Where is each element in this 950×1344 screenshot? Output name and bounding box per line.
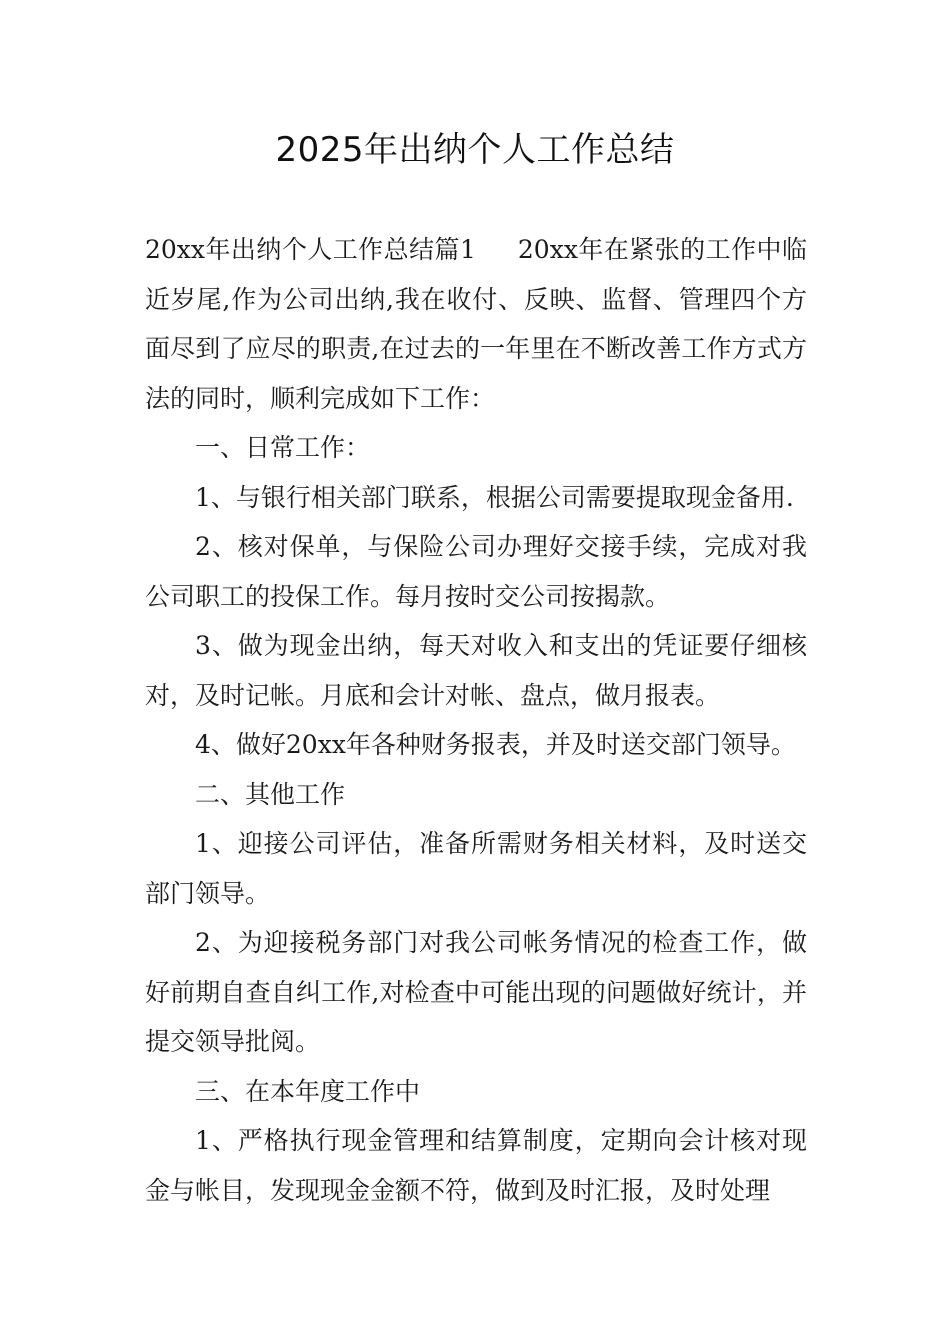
paragraph-2-2: 2、为迎接税务部门对我公司帐务情况的检查工作，做好前期自查自纠工作,对检查中可能出现的问题做好统计，并提交领导批阅。 xyxy=(145,928,807,1056)
section-heading-1: 一、日常工作： xyxy=(195,433,371,462)
document-body xyxy=(145,225,807,1215)
paragraph-1-1: 1、与银行相关部门联系，根据公司需要提取现金备用. xyxy=(195,482,794,512)
paragraph-3-1: 1、严格执行现金管理和结算制度，定期向会计核对现金与帐目，发现现金金额不符，做到及时汇报，及时处理 xyxy=(145,1126,807,1205)
paragraph-1-4: 4、做好20xx年各种财务报表，并及时送交部门领导。 xyxy=(195,730,796,759)
intro-heading: 20xx年出纳个人工作总结篇1 xyxy=(145,235,476,264)
paragraph-2-1: 1、迎接公司评估，准备所需财务相关材料，及时送交部门领导。 xyxy=(145,829,807,908)
section-heading-3: 三、在本年度工作中 xyxy=(195,1076,421,1106)
intro-paragraph xyxy=(145,225,807,423)
document-title: 2025年出纳个人工作总结 xyxy=(275,130,675,170)
paragraph-1-3: 3、做为现金出纳，每天对收入和支出的凭证要仔细核对，及时记帐。月底和会计对帐、盘点，做月报表。 xyxy=(145,631,807,710)
paragraph-1-2: 2、核对保单，与保险公司办理好交接手续，完成对我公司职工的投保工作。每月按时交公司按揭款。 xyxy=(145,532,807,611)
intro-text: 20xx年在紧张的工作中临近岁尾,作为公司出纳,我在收付、反映、监督、管理四个方面尽到了应尽的职责,在过去的一年里在不断改善工作方式方法的同时，顺利完成如下工作： xyxy=(145,235,807,413)
section-heading-2: 二、其他工作 xyxy=(195,779,346,809)
